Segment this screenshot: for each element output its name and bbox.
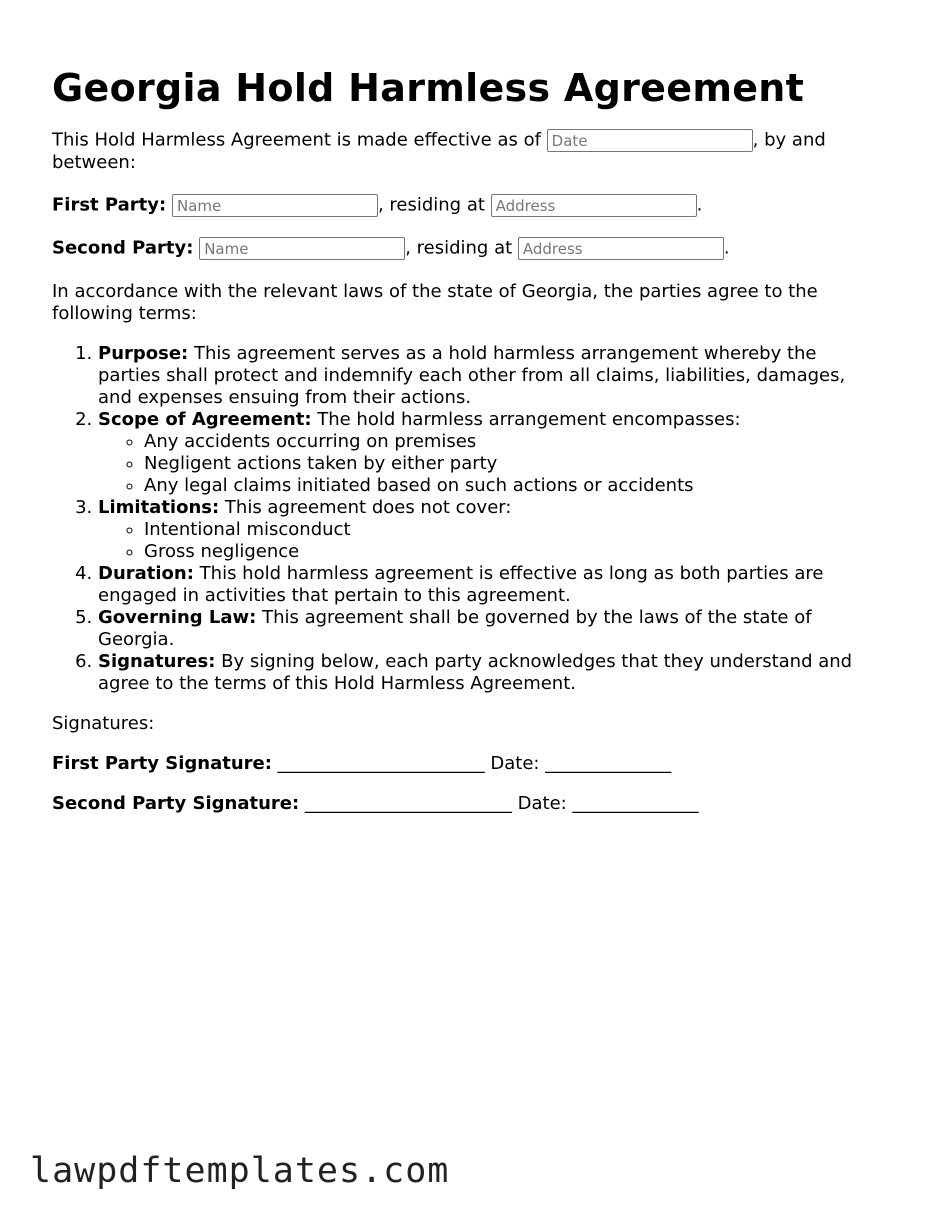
term-item-governing-law <box>98 607 882 651</box>
second-party-address-input[interactable] <box>518 237 724 260</box>
first-party-period: . <box>696 194 703 216</box>
second-party-residing-text: , residing at <box>405 237 518 259</box>
terms-intro-paragraph: In accordance with the relevant laws of the state of Georgia, the parties agree to the following terms: <box>52 281 818 324</box>
term-text: This hold harmless agreement is effective as long as both parties are engaged in activities that pertain to this agreement. <box>98 563 824 606</box>
second-party-name-input[interactable] <box>199 237 405 260</box>
term-heading: Governing Law: <box>98 607 257 628</box>
term-heading: Purpose: <box>98 343 189 364</box>
second-party-label: Second Party: <box>52 237 194 259</box>
term-item-scope <box>98 409 882 497</box>
limitations-sublist <box>98 519 882 563</box>
terms-list <box>52 343 882 695</box>
intro-text-before: This Hold Harmless Agreement is made effective as of <box>52 129 547 151</box>
first-party-line <box>52 194 882 217</box>
term-text: By signing below, each party acknowledges that they understand and agree to the terms of this Hold Harmless Agreement. <box>98 651 853 694</box>
term-heading: Scope of Agreement: <box>98 409 312 430</box>
term-text: This agreement shall be governed by the laws of the state of Georgia. <box>98 607 812 650</box>
first-party-signature-blanks: _______________________ Date: ______________ <box>271 753 672 774</box>
list-item: ◦ Intentional misconduct <box>144 519 882 541</box>
second-party-signature-line <box>52 793 882 815</box>
site-watermark: lawpdftemplates.com <box>30 1151 450 1191</box>
signatures-heading: Signatures: <box>52 713 155 734</box>
list-item: ◦ Any legal claims initiated based on such actions or accidents <box>144 475 882 497</box>
second-party-period: . <box>723 237 730 259</box>
first-party-label: First Party: <box>52 194 167 216</box>
scope-sublist <box>98 431 882 497</box>
first-party-signature-line <box>52 753 882 775</box>
effective-date-input[interactable] <box>547 129 753 152</box>
term-item-purpose <box>98 343 882 409</box>
term-item-signatures <box>98 651 882 695</box>
document-page <box>52 64 882 833</box>
term-text: The hold harmless arrangement encompasses: <box>311 409 741 430</box>
page-title: Georgia Hold Harmless Agreement <box>52 66 805 110</box>
intro-paragraph <box>52 129 882 174</box>
second-party-signature-blanks: _______________________ Date: ______________ <box>299 793 699 814</box>
first-party-residing-text: , residing at <box>377 194 491 216</box>
list-item: ◦ Any accidents occurring on premises <box>144 431 882 453</box>
term-heading: Signatures: <box>98 651 216 672</box>
term-item-limitations <box>98 497 882 563</box>
intro-text-after: , by and between: <box>52 129 826 173</box>
first-party-signature-label: First Party Signature: <box>52 753 272 774</box>
list-item: ◦ Gross negligence <box>144 541 882 563</box>
term-heading: Limitations: <box>98 497 220 518</box>
first-party-name-input[interactable] <box>172 194 378 217</box>
term-heading: Duration: <box>98 563 194 584</box>
list-item: ◦ Negligent actions taken by either party <box>144 453 882 475</box>
second-party-line <box>52 237 882 260</box>
first-party-address-input[interactable] <box>491 194 697 217</box>
term-text: This agreement serves as a hold harmless arrangement whereby the parties shall protect and indemnify each other from all claims, liabilities, damages, and expenses ensuing from their actions. <box>98 343 846 408</box>
term-text: This agreement does not cover: <box>219 497 512 518</box>
second-party-signature-label: Second Party Signature: <box>52 793 300 814</box>
term-item-duration <box>98 563 882 607</box>
